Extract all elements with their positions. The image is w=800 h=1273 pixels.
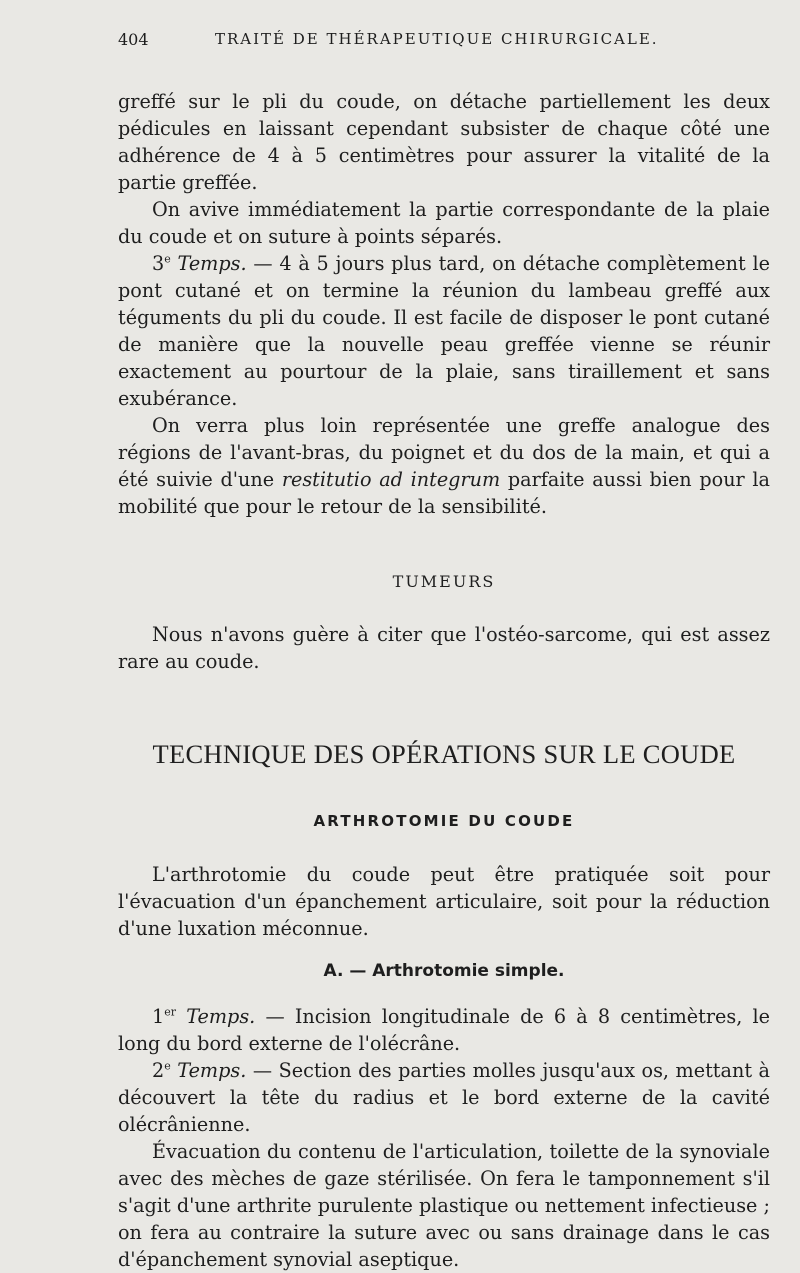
step-label: Temps.: [177, 1059, 247, 1082]
heading-arthrotomie: ARTHROTOMIE DU COUDE: [313, 812, 575, 830]
paragraph-third-step: [118, 250, 770, 412]
step-text: — Section des parties molles jusqu'aux os, mettant à découvert la tête du radius et le bord externe de la cavité olécrânienne.: [118, 1059, 770, 1136]
paragraph-avive: On avive immédiatement la partie correspondante de la plaie du coude et on suture à points séparés.: [118, 198, 770, 248]
paragraph-restitutio: [118, 412, 770, 520]
heading-tumeurs: TUMEURS: [392, 572, 496, 591]
paragraph-arthrotomie-intro: L'arthrotomie du coude peut être pratiquée soit pour l'évacuation d'un épanchement articulaire, soit pour la réduction d'une luxation méconnue.: [118, 863, 770, 940]
step-label: Temps.: [177, 252, 247, 275]
step-number: 1: [152, 1005, 165, 1028]
paragraph-second-step: [118, 1057, 770, 1138]
paragraph-osteo-sarcome: Nous n'avons guère à citer que l'ostéo-sarcome, qui est assez rare au coude.: [118, 623, 770, 673]
step-number: 3: [152, 252, 165, 275]
step-label: Temps.: [186, 1005, 256, 1028]
step-text: — Incision longitudinale de 6 à 8 centimètres, le long du bord externe de l'olécrâne.: [118, 1005, 770, 1055]
latin-phrase: restitutio ad integrum: [281, 468, 501, 491]
step-number: 2: [152, 1059, 165, 1082]
paragraph-graft-detach: greffé sur le pli du coude, on détache partiellement les deux pédicules en laissant cependant subsister de chaque côté une adhérence de 4 à 5 centimètres pour assurer la vitalité de la partie greffée.: [118, 90, 770, 194]
paragraph-first-step: [118, 1003, 770, 1057]
subsection-arthrotomie-simple: A. — Arthrotomie simple.: [323, 961, 565, 981]
paragraph-evacuation: Évacuation du contenu de l'articulation, toilette de la synoviale avec des mèches de gaze stérilisée. On fera le tamponnement s'il s'agit d'une arthrite purulente plastique ou nettement infectieuse ; on fera au contraire la suture avec ou sans drainage dans le cas d'épanchement synovial aseptique.: [118, 1140, 770, 1271]
running-header: [118, 26, 770, 56]
step-suffix: e: [164, 252, 171, 266]
running-title: TRAITÉ DE THÉRAPEUTIQUE CHIRURGICALE.: [215, 30, 659, 48]
step-suffix: e: [164, 1059, 171, 1073]
paragraph-text: parfaite aussi bien pour la mobilité que pour le retour de la sensibilité.: [118, 468, 770, 518]
step-text: — 4 à 5 jours plus tard, on détache complètement le pont cutané et on termine la réunion du lambeau greffé aux téguments du pli du coude. Il est facile de disposer le pont cutané de manière que la nouvelle peau greffée vienne se réunir exactement au pourtour de la plaie, sans tiraillement et sans exubérance.: [118, 252, 770, 410]
section-title: TECHNIQUE DES OPÉRATIONS SUR LE COUDE: [152, 739, 736, 769]
paragraph-text: On verra plus loin représentée une greffe analogue des régions de l'avant-bras, du poignet et du dos de la main, et qui a été suivie d'une: [118, 414, 770, 491]
page-number: 404: [118, 30, 149, 49]
page-body: [118, 88, 770, 1273]
step-suffix: er: [164, 1005, 176, 1019]
